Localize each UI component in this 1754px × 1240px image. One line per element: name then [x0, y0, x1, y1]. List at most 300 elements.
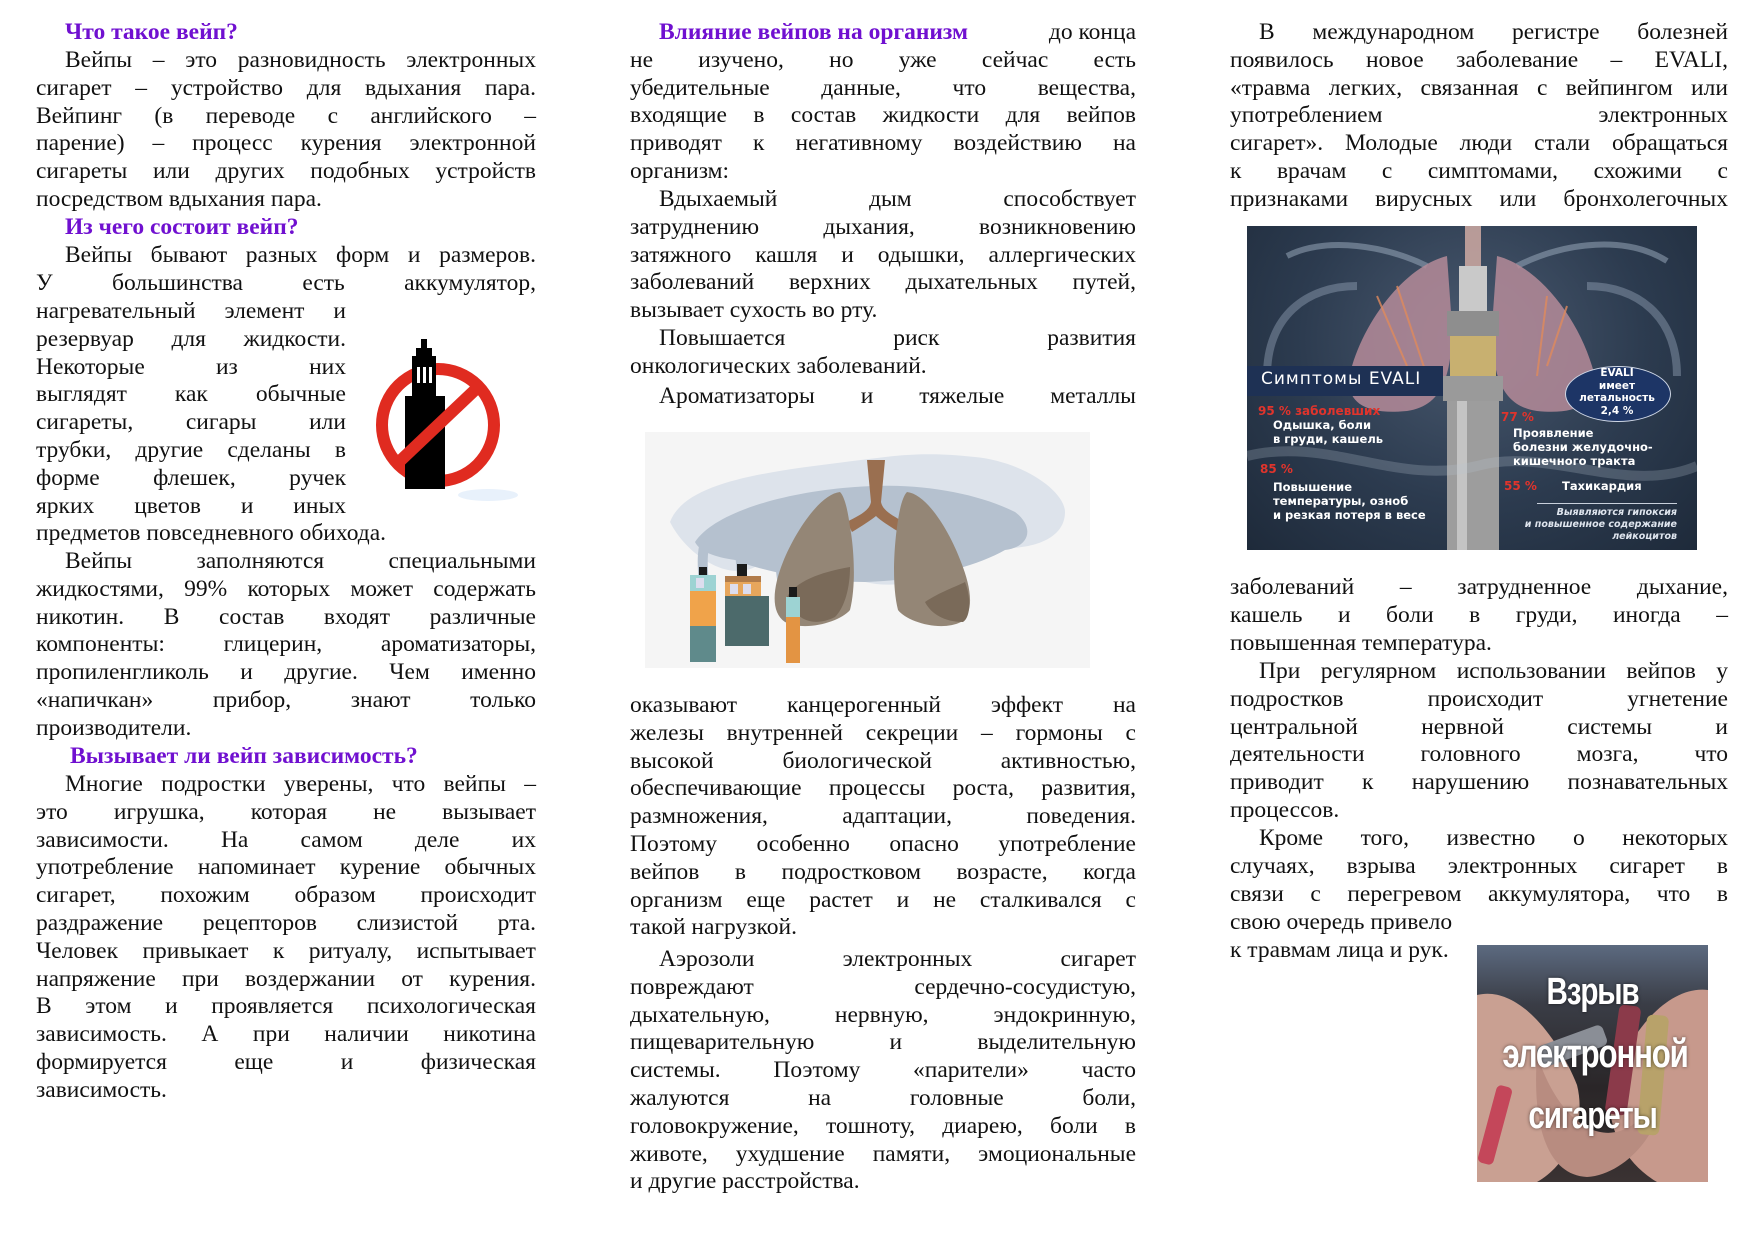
word: – — [524, 102, 536, 129]
evali-symptom-1 — [1273, 418, 1383, 446]
word: нарушению — [1411, 769, 1530, 796]
word: сталкивался — [979, 886, 1102, 913]
word: что — [391, 771, 426, 797]
word: взрыва — [1346, 852, 1416, 879]
evali-stat-77: 77 % — [1501, 410, 1534, 424]
paragraph-cns-effects — [1230, 658, 1728, 825]
word: случаях, — [1230, 852, 1315, 879]
word: тошноту, — [825, 1112, 916, 1139]
word: другие — [135, 436, 204, 463]
symptom-line: температуры, озноб — [1273, 494, 1409, 508]
evali-stat-85: 85 % — [1260, 462, 1293, 476]
paragraph-evali — [1230, 19, 1728, 214]
word: повреждают — [630, 973, 754, 1000]
word: Вдыхаемый — [659, 186, 778, 212]
word: именно — [461, 659, 536, 686]
paragraph-flavorings — [630, 383, 1136, 411]
text-line — [1230, 853, 1728, 881]
text-line: вызывает сухость во рту. — [630, 297, 878, 324]
word: Повышается — [659, 325, 786, 351]
word: жидкости. — [243, 325, 346, 352]
word: организм — [630, 886, 723, 913]
word: для — [1005, 102, 1041, 129]
word: В — [163, 603, 180, 630]
word: не — [373, 798, 397, 825]
evali-lethality-text — [1565, 367, 1669, 417]
word: вейпов — [1066, 102, 1136, 129]
text-line — [630, 1141, 1136, 1169]
no-vaping-icon — [368, 335, 528, 505]
word: секреции — [865, 719, 959, 746]
word: затрудненное — [1457, 574, 1592, 600]
word: происходит — [420, 882, 536, 909]
text-line — [1230, 825, 1728, 853]
word: форме — [36, 464, 100, 491]
word: употребление — [998, 830, 1136, 857]
word: Ароматизаторы — [659, 383, 815, 409]
text-line — [630, 803, 1136, 831]
text-line — [630, 1085, 1136, 1113]
word: может — [350, 575, 414, 602]
text-line — [1230, 686, 1728, 714]
word: у — [1716, 658, 1728, 684]
word: ароматизаторы, — [380, 631, 536, 658]
word: при — [181, 965, 219, 992]
word: растет — [809, 886, 873, 913]
word: в — [1469, 601, 1481, 628]
word: тяжелые — [919, 383, 1005, 409]
text-line — [1230, 75, 1728, 103]
word: рта. — [497, 909, 536, 936]
word: рецепторов — [202, 909, 317, 936]
word: с — [1125, 886, 1136, 913]
word: этом — [85, 993, 132, 1020]
text-line — [36, 576, 536, 604]
word: из — [215, 353, 238, 380]
symptom-line: и резкая потеря в весе — [1273, 508, 1426, 522]
word: и — [240, 492, 254, 519]
word: нагревательный — [36, 298, 196, 324]
text-line — [630, 186, 1136, 214]
text-line — [36, 270, 536, 298]
paragraph-inhaled-smoke — [630, 186, 1136, 325]
word: – — [1716, 601, 1728, 628]
word: – — [1399, 574, 1412, 600]
evali-symptom-2 — [1273, 480, 1426, 522]
word: на — [1112, 130, 1136, 157]
paragraph-what-is-vape — [36, 47, 536, 214]
word: трубки, — [36, 436, 112, 463]
word: дыхательных — [905, 269, 1038, 296]
word: когда — [1083, 858, 1136, 885]
word: еще — [746, 886, 786, 913]
word: эффект — [990, 692, 1063, 718]
text-line — [36, 799, 536, 827]
word: путей, — [1072, 269, 1136, 296]
text-line — [36, 326, 346, 354]
word: дыхания, — [823, 213, 915, 240]
word: для — [171, 325, 206, 352]
word: – — [135, 74, 148, 101]
word: – — [152, 130, 165, 157]
text-line — [630, 214, 1136, 242]
word: курения — [300, 130, 382, 157]
word: состав — [219, 603, 285, 630]
word: перегревом — [1347, 880, 1462, 907]
word: элемент — [224, 298, 305, 324]
word: подростков — [1230, 685, 1344, 712]
symptom-line: Одышка, боли — [1273, 418, 1372, 432]
word: приводит — [1230, 769, 1324, 796]
evali-title: Симптомы EVALI — [1261, 369, 1422, 389]
word: обычные — [255, 381, 346, 408]
badge-line: 2,4 % — [1600, 404, 1634, 417]
text-line: процессов. — [1230, 796, 1340, 823]
text-line: к травмам лица и рук. — [1230, 936, 1449, 963]
word: способствует — [1003, 186, 1136, 212]
word: похожим — [160, 882, 250, 909]
word: физическая — [420, 1048, 536, 1075]
word: и — [896, 886, 910, 913]
text-line — [1230, 186, 1728, 214]
badge-line: EVALI — [1600, 367, 1634, 379]
evali-symptoms-infographic — [1247, 226, 1697, 550]
explosion-caption — [1502, 961, 1688, 1147]
word: появилось — [1230, 46, 1334, 73]
word: вейпингом — [1565, 74, 1673, 101]
text-line: такой нагрузкой. — [630, 914, 797, 941]
word: как — [174, 381, 208, 408]
word: «парители» — [913, 1057, 1029, 1084]
word: и — [165, 993, 178, 1020]
text-line — [630, 1057, 1136, 1085]
word: проявляется — [211, 993, 334, 1020]
word: изучено, — [698, 46, 784, 73]
word: стали — [1534, 130, 1591, 157]
evali-divider — [1537, 503, 1677, 504]
word: бывают — [150, 242, 228, 268]
word: самом — [300, 826, 363, 853]
word: канцерогенный — [787, 692, 941, 718]
word: сигареты — [36, 158, 128, 185]
word: с — [327, 102, 338, 129]
word: Вейпы — [65, 47, 133, 73]
word: вызывает — [442, 798, 536, 825]
text-line — [1230, 741, 1728, 769]
word: есть — [1093, 46, 1136, 73]
note-line: лейкоцитов — [1612, 531, 1677, 542]
word: глицерин, — [223, 631, 323, 658]
text-line — [630, 325, 1136, 353]
word: в — [734, 858, 746, 885]
word: выглядят — [36, 381, 127, 408]
word: Вейпинг — [36, 102, 123, 129]
word: опасно — [889, 830, 959, 857]
word: Аэрозоли — [659, 946, 755, 972]
text-line — [36, 158, 536, 186]
word: ручек — [289, 464, 346, 491]
word: Молодые — [1345, 130, 1438, 157]
word: них — [309, 353, 346, 380]
word: пищеварительную — [630, 1029, 815, 1056]
word: кашля — [755, 241, 818, 268]
text-line: онкологических заболеваний. — [630, 352, 927, 379]
word: обеспечивающие — [630, 775, 802, 802]
word: которая — [250, 798, 328, 825]
heading-vape-addiction: Вызывает ли вейп зависимость? — [70, 743, 418, 769]
text-line — [36, 130, 536, 158]
paragraph-vape-composition-end — [36, 520, 536, 548]
text-line — [1230, 19, 1728, 47]
word: мозга, — [1576, 741, 1639, 768]
word: болезней — [1637, 19, 1728, 45]
text-line — [630, 102, 1136, 130]
word: вейпы — [443, 771, 506, 797]
paragraph-cancer-risk — [630, 325, 1136, 381]
paragraph-vape-effects — [630, 19, 1136, 186]
text-line — [630, 720, 1136, 748]
word: жалуются — [630, 1084, 730, 1111]
text-line: и другие расстройства. — [630, 1168, 860, 1195]
word: дым — [869, 186, 912, 212]
word: сердечно-сосудистую, — [914, 973, 1136, 1000]
word: люди — [1459, 130, 1513, 157]
word: никотин. — [36, 603, 125, 630]
word: в — [334, 436, 346, 463]
word: сигареты, — [36, 409, 134, 436]
symptom-line: болезни желудочно- — [1513, 440, 1653, 454]
word: не — [630, 46, 654, 73]
word: испытывает — [416, 937, 536, 964]
word: диарею, — [942, 1112, 1023, 1139]
text-line — [630, 47, 1136, 75]
word: жидкости — [882, 102, 980, 129]
word: того, — [1360, 825, 1409, 851]
word: или — [1691, 74, 1728, 101]
word: угнетение — [1627, 685, 1728, 712]
word: их — [511, 826, 536, 853]
word: зависимость. — [36, 1021, 167, 1048]
heading-vape-composition: Из чего состоит вейп? — [65, 214, 299, 240]
word: данные, — [821, 74, 901, 101]
word: затяжного — [630, 241, 732, 268]
text-line — [36, 409, 346, 437]
text-line — [36, 827, 536, 855]
word: с — [1717, 157, 1728, 184]
evali-symptom-4: Тахикардия — [1562, 479, 1642, 493]
text-line — [36, 242, 536, 270]
word: заболеваний — [1230, 574, 1355, 600]
text-line — [630, 1029, 1136, 1057]
word: поведения. — [1026, 803, 1136, 830]
word: что — [952, 74, 987, 101]
text-line — [36, 354, 346, 382]
word: особенно — [756, 830, 850, 857]
text-line: повышенная температура. — [1230, 629, 1492, 656]
word: с — [1381, 157, 1393, 184]
evali-symptom-3 — [1513, 426, 1653, 468]
note-line: Выявляются гипоксия — [1556, 507, 1677, 518]
text-line — [630, 974, 1136, 1002]
word: аккумулятор, — [404, 269, 536, 296]
word: уже — [898, 46, 937, 73]
word: прибор, — [212, 686, 292, 713]
text-line — [36, 298, 346, 326]
badge-line: имеет — [1598, 379, 1636, 392]
word: флешек, — [153, 464, 236, 491]
word: к — [272, 937, 285, 964]
word: одышки, — [877, 241, 965, 268]
word: металлы — [1050, 383, 1136, 409]
word: боли — [1049, 1112, 1098, 1139]
word: психологическая — [366, 993, 536, 1020]
word: подростки — [161, 771, 266, 797]
word: оказывают — [630, 692, 738, 718]
word: адаптации, — [842, 803, 952, 830]
word: вещества, — [1037, 74, 1136, 101]
text-line — [36, 1049, 536, 1077]
heading-what-is-vape: Что такое вейп? — [65, 19, 238, 45]
word: состав — [790, 102, 857, 129]
word: Некоторые — [36, 353, 145, 380]
text-line — [36, 771, 536, 799]
word: иных — [293, 492, 346, 519]
word: – — [981, 719, 993, 746]
word: сигарет — [36, 74, 112, 101]
word: входят — [323, 603, 390, 630]
word: это — [36, 798, 68, 825]
word: что — [1656, 880, 1691, 907]
text-line: организм: — [630, 157, 730, 184]
text-line — [630, 75, 1136, 103]
word: железы — [630, 719, 704, 746]
word: в — [753, 102, 765, 129]
word: других — [215, 158, 285, 185]
text-line — [36, 47, 536, 75]
word: различные — [429, 603, 536, 630]
word: сигарет — [1609, 852, 1685, 879]
symptom-line: Проявление — [1513, 426, 1594, 440]
word: размеров. — [439, 242, 536, 268]
text-line — [630, 775, 1136, 803]
word: и — [333, 298, 346, 324]
word: ярких — [36, 492, 95, 519]
word: деятельности — [1230, 741, 1365, 768]
word: специальными — [388, 548, 536, 574]
word: биологической — [782, 747, 932, 774]
text-line — [36, 381, 346, 409]
text-line — [630, 831, 1136, 859]
word: употреблением — [1230, 102, 1383, 129]
word: убедительные — [630, 74, 770, 101]
word: боли, — [1082, 1084, 1136, 1111]
word: (в — [154, 102, 174, 129]
word: на — [1112, 692, 1136, 718]
lungs-vape-smoke-illustration — [645, 432, 1090, 668]
word: это — [185, 47, 218, 73]
word: риск — [893, 325, 940, 351]
word: ухудшение — [735, 1140, 845, 1167]
word: электронных — [842, 946, 973, 972]
word: развития, — [1041, 775, 1136, 802]
word: кашель — [1230, 601, 1303, 628]
e-cigarette-explosion-photo — [1477, 945, 1708, 1182]
word: – — [1610, 46, 1623, 73]
word: возникновению — [979, 213, 1136, 240]
word: или — [309, 409, 346, 436]
word: активностью, — [1000, 747, 1136, 774]
word: которых — [247, 575, 331, 602]
word: головного — [1420, 741, 1521, 768]
word: роста, — [952, 775, 1014, 802]
word: цветов — [134, 492, 201, 519]
word: схожими — [1593, 157, 1682, 184]
word: системы — [1567, 713, 1653, 740]
word: жидкостями, — [36, 575, 164, 602]
word: воздействию — [953, 130, 1082, 157]
word: и — [841, 241, 854, 268]
word: содержать — [433, 575, 536, 602]
word: сигарет». — [1230, 130, 1324, 157]
word: дыхательную, — [630, 1001, 770, 1028]
word: познавательных — [1567, 769, 1728, 796]
word: большинства — [111, 269, 243, 296]
word: подростковом — [781, 858, 921, 885]
caption-line: сигареты — [1528, 1095, 1657, 1137]
word: 99% — [184, 575, 228, 602]
word: в — [1716, 880, 1728, 907]
word: гормоны — [1015, 719, 1103, 746]
word: для — [306, 74, 342, 101]
text-line — [1230, 881, 1728, 909]
word: курения. — [449, 965, 536, 992]
word: связи — [1230, 880, 1284, 907]
word: Чем — [389, 659, 430, 686]
word: нервной — [1421, 713, 1504, 740]
word: с — [1125, 719, 1136, 746]
word: парение) — [36, 130, 125, 157]
word: А — [201, 1021, 219, 1048]
paragraph-vape-composition-wrap — [36, 298, 346, 520]
word: подобных — [310, 158, 410, 185]
word: Кроме — [1259, 825, 1324, 851]
word: употребление — [36, 854, 174, 881]
paragraph-evali-symptoms — [1230, 574, 1728, 657]
word: внутренней — [726, 719, 843, 746]
text-line — [36, 993, 536, 1021]
word: иногда — [1612, 601, 1681, 628]
word: форм — [336, 242, 390, 268]
word: Поэтому — [773, 1057, 861, 1084]
heading-vape-effects: Влияние вейпов на организм — [659, 19, 969, 45]
text-line — [630, 383, 1136, 411]
text-line — [1230, 602, 1728, 630]
word: «напичкан» — [36, 686, 154, 713]
word: электронных — [1598, 102, 1728, 129]
word: только — [470, 686, 536, 713]
word: возрасте, — [956, 858, 1048, 885]
text-line — [1230, 714, 1728, 742]
word: и — [1715, 713, 1728, 740]
word: воздержании — [245, 965, 376, 992]
word: никотина — [443, 1021, 536, 1048]
word: напоминает — [197, 854, 316, 881]
word: слизистой — [356, 909, 458, 936]
word: игрушка, — [113, 798, 205, 825]
word: регистре — [1511, 19, 1600, 45]
word: курение — [339, 854, 421, 881]
word: системы. — [630, 1057, 721, 1084]
